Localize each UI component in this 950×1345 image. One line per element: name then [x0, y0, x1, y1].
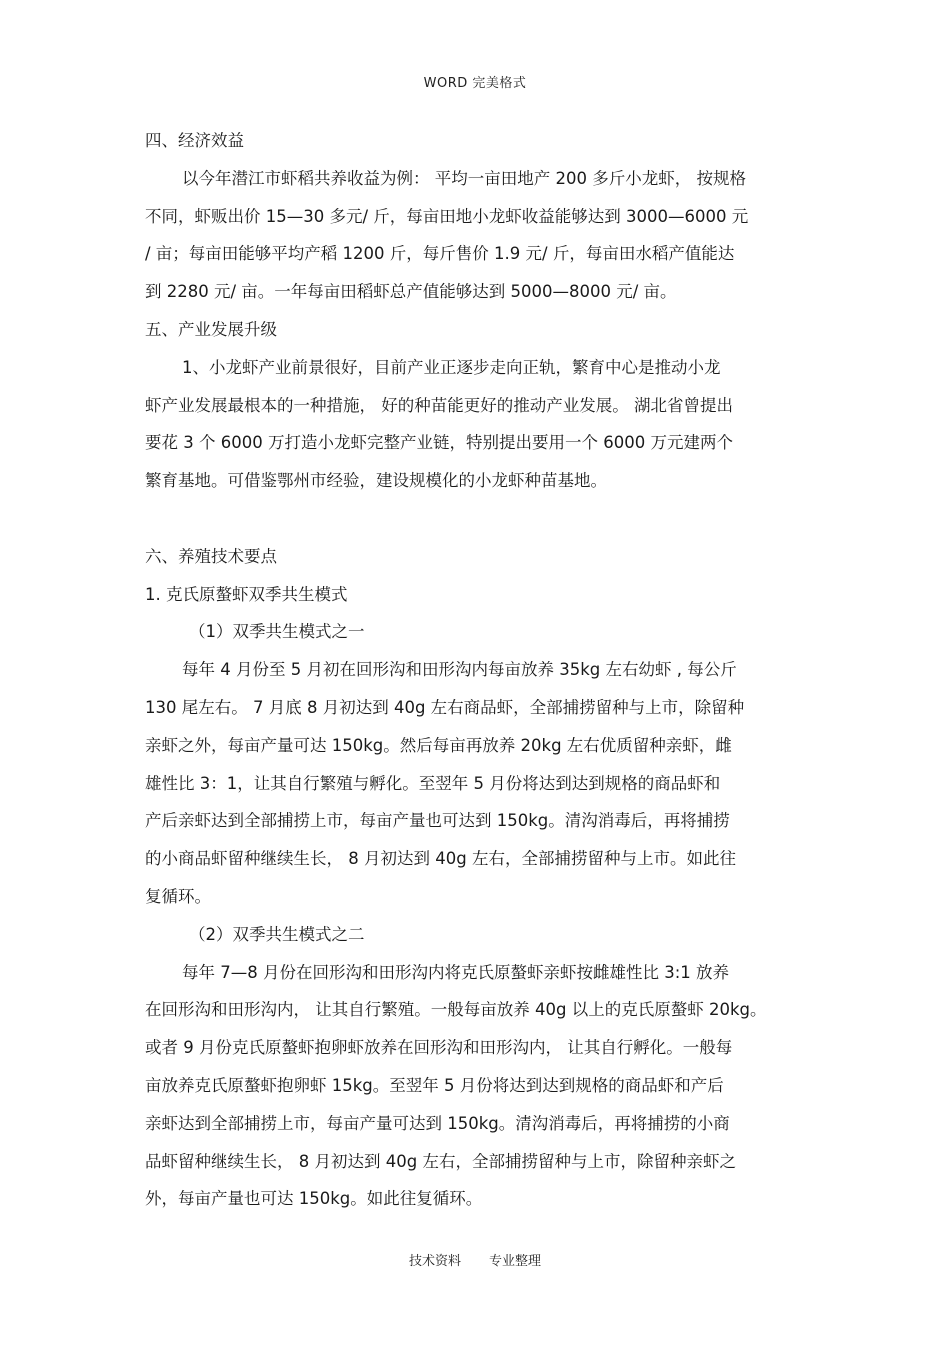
- text-line: 繁育基地。可借鉴鄂州市经验，建设规模化的小龙虾种苗基地。: [145, 471, 607, 491]
- page-footer: [0, 1250, 950, 1269]
- text-line: 四、经济效益: [145, 131, 244, 150]
- text-line: 复循环。: [145, 886, 211, 906]
- text-line: 亲虾达到全部捕捞上市，每亩产量可达到 150kg。清沟消毒后，再将捕捞的小商: [145, 1113, 730, 1133]
- text-line: 130 尾左右。 7 月底 8 月初达到 40g 左右商品虾，全部捕捞留种与上市，除留种: [145, 697, 745, 717]
- text-line: 到 2280 元/ 亩。一年每亩田稻虾总产值能够达到 5000—8000 元/ 亩。: [145, 282, 677, 302]
- text-line: 虾产业发展最根本的一种措施， 好的种苗能更好的推动产业发展。 湖北省曾提出: [145, 395, 733, 415]
- document-body: [145, 122, 810, 1218]
- blank-line: [145, 500, 810, 538]
- text-line: 在回形沟和田形沟内， 让其自行繁殖。一般每亩放养 40g 以上的克氏原螯虾 20kg。: [145, 1000, 767, 1020]
- text-line: 1、小龙虾产业前景很好，目前产业正逐步走向正轨，繁育中心是推动小龙: [182, 357, 721, 377]
- footer-right-label: 专业整理: [489, 1254, 542, 1269]
- text-line: 每年 7—8 月份在回形沟和田形沟内将克氏原螯虾亲虾按雌雄性比 3:1 放养: [182, 962, 730, 982]
- page-header: WORD 完美格式: [423, 76, 527, 91]
- text-line: 品虾留种继续生长， 8 月初达到 40g 左右，全部捕捞留种与上市，除留种亲虾之: [145, 1151, 736, 1171]
- text-line: / 亩；每亩田能够平均产稻 1200 斤，每斤售价 1.9 元/ 斤，每亩田水稻产值能达: [145, 244, 735, 264]
- text-line: 或者 9 月份克氏原螯虾抱卵虾放养在回形沟和田形沟内， 让其自行孵化。一般每: [145, 1038, 733, 1058]
- text-line: 每年 4 月份至 5 月初在回形沟和田形沟内每亩放养 35kg 左右幼虾 , 每公斤: [182, 660, 737, 680]
- text-line: 外，每亩产量也可达 150kg。如此往复循环。: [145, 1189, 483, 1209]
- text-line: 以今年潜江市虾稻共养收益为例： 平均一亩田地产 200 多斤小龙虾， 按规格: [182, 168, 746, 188]
- text-line: 亲虾之外，每亩产量可达 150kg。然后每亩再放养 20kg 左右优质留种亲虾，雌: [145, 735, 732, 755]
- text-line: 亩放养克氏原螯虾抱卵虾 15kg。至翌年 5 月份将达到达到规格的商品虾和产后: [145, 1075, 724, 1095]
- text-line: 不同，虾贩出价 15—30 多元/ 斤，每亩田地小龙虾收益能够达到 3000—6000 元: [145, 206, 749, 226]
- text-line: （2）双季共生模式之二: [189, 924, 365, 944]
- text-line: 五、产业发展升级: [145, 319, 277, 339]
- text-line: （1）双季共生模式之一: [189, 622, 365, 642]
- text-line: 六、养殖技术要点: [145, 546, 277, 566]
- text-line: 雄性比 3：1，让其自行繁殖与孵化。至翌年 5 月份将达到达到规格的商品虾和: [145, 773, 721, 793]
- text-line: 的小商品虾留种继续生长， 8 月初达到 40g 左右，全部捕捞留种与上市。如此往: [145, 849, 736, 869]
- text-line: 产后亲虾达到全部捕捞上市，每亩产量也可达到 150kg。清沟消毒后，再将捕捞: [145, 811, 730, 831]
- footer-left-label: 技术资料: [408, 1254, 461, 1269]
- text-line: 1. 克氏原螯虾双季共生模式: [145, 584, 348, 604]
- text-line: 要花 3 个 6000 万打造小龙虾完整产业链，特别提出要用一个 6000 万元建两个: [145, 433, 733, 453]
